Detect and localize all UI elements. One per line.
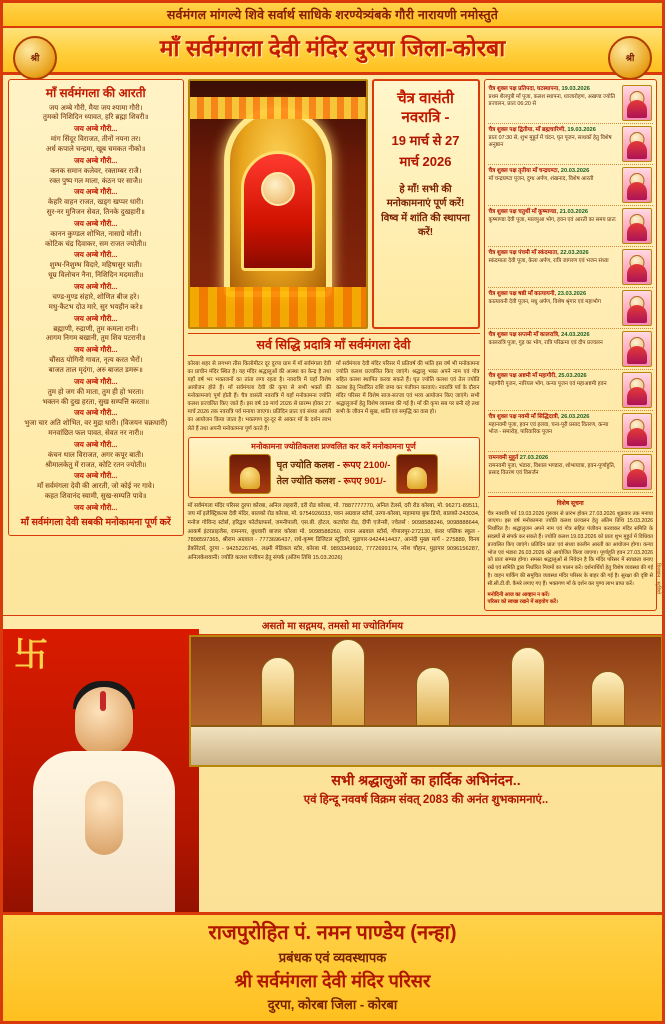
siddhi-band: सर्व सिद्धि प्रदात्रि माँ सर्वमंगला देवी (188, 333, 480, 356)
footer-note-1: मनोदिनी आज का आव्हान न करें। (487, 591, 550, 598)
panchang-day-desc: रामनवमी पूजा, भंडारा, विशाल भण्डारा, शोभायात्रा, हवन-पूर्णाहुति, प्रसाद वितरण एवं विसर्जन (488, 462, 616, 477)
temple-logo-left-icon: श्री (13, 36, 57, 80)
temple-spire-4 (511, 647, 545, 731)
panchang-day-text (489, 208, 619, 244)
deity-thumbnail-icon (622, 167, 652, 203)
description-paragraph-2: माँ सर्वमंगला देवी मंदिर परिसर में प्रतिवर्ष की भांति इस वर्ष भी मनोकामना ज्योति कलश प्रज्वलित किए जाएंगे। श्रद्धालु भक्त अपने नाम एवं गोत्र सहित कलश स्थापित करवा सकते हैं। घृत ज्योति कलश एवं तेल ज्योति कलश हेतु निर्धारित राशि जमा कर पंजीयन करवाएं। नवरात्रि पर्व के दौरान मंदिर परिसर में विशेष साज-सज्जा एवं भव्य आयोजन किए जाएंगे। सभी श्रद्धालुजनों हेतु विशेष व्यवस्था की गई है। माँ की कृपा सब पर बनी रहे तथा सभी के जीवन में सुख, शांति एवं समृद्धि का वास हो। (336, 360, 480, 416)
kalash-offer-box (188, 437, 480, 498)
panchang-day-row (488, 165, 653, 206)
aarti-line: ब्रह्माणी, रुद्राणी, तुम कमला रानी। (53, 324, 139, 333)
aarti-refrain: जय अम्बे गौरी... (74, 345, 118, 355)
aarti-line: कोटिक चंद्र दिवाकर, सम राजत ज्योती॥ (45, 239, 147, 248)
kalash-price-ghrit: रूपए 2100/- (342, 459, 391, 471)
kalash-lamp-icon-left (229, 454, 271, 494)
aarti-line: अर्ध कपाले चन्द्रमा, खूब चमकत नीको॥ (45, 145, 146, 154)
deity-idol-figure (241, 151, 315, 271)
panchang-day-row (488, 247, 653, 288)
panchang-day-row (488, 411, 653, 452)
panchang-day-row (488, 124, 653, 165)
design-credit: डिजाइन : स्टूडियो (655, 563, 661, 595)
deity-thumbnail-icon (622, 85, 652, 121)
special-note-block (488, 496, 653, 608)
panchang-day-desc: कालरात्रि पूजा, गुड़ का भोग, रात्रि परिक्रमा एवं दीप प्रज्वलन (488, 339, 603, 346)
aarti-refrain: जय अम्बे गौरी... (74, 155, 118, 165)
aarti-refrain: जय अम्बे गौरी... (74, 313, 118, 323)
panchang-day-text (489, 126, 619, 162)
body-area (3, 75, 662, 612)
panchang-day-title: चैत्र शुक्ल पक्ष षष्ठी माँ कात्यायनी, (488, 290, 558, 297)
panchang-day-text (489, 249, 619, 285)
aarti-refrain: जय अम्बे गौरी... (74, 250, 118, 260)
panchang-day-title: चैत्र शुक्ल पक्ष अष्टमी माँ महागौरी, (488, 372, 559, 379)
kalash-heading: मनोकामना ज्योतिकलश प्रज्वलित कर करें मनोकामना पूर्ण (251, 441, 416, 451)
deity-thumbnail-icon (622, 331, 652, 367)
aarti-line: जय अम्बे गौरी, मैया जय श्यामा गौरी। (49, 103, 143, 112)
kalash-price-list: घृत ज्योति कलश - रूपए 2100/- तेल ज्योति कलश - रूपए 901/- (276, 459, 391, 487)
aarti-line: कंचन थाल विराजत, अगर कपूर बाती। (47, 450, 144, 459)
aarti-refrain: जय अम्बे गौरी... (74, 408, 118, 418)
panchang-day-text (489, 372, 619, 408)
kalash-label-ghrit: घृत ज्योति कलश (276, 459, 335, 471)
panchang-day-date: 25.03.2026 (558, 372, 587, 379)
panchang-day-row (488, 288, 653, 329)
special-note-text: चैत्र नवरात्रि पर्व 19.03.2026 गुरुवार से प्रारंभ होकर 27.03.2026 शुक्रवार तक मनाया जाएगा। इस वर्ष मनोकामना ज्योति कलश प्रज्वलन हेतु अंतिम तिथि 15.03.2026 निर्धारित है। श्रद्धालुजन अपने नाम एवं गोत्र सहित पंजीयन करवाकर मंदिर समिति के सदस्यों से संपर्क कर सकते हैं। ज्योति कलश 19.03.2026 को प्रातः शुभ मुहूर्त में विधिवत प्रज्वलित किए जाएंगे। प्रतिदिन प्रातः एवं संध्या कालीन आरती का आयोजन होगा। कन्या भोज एवं भंडारा 26.03.2026 को आयोजित किया जाएगा। पूर्णाहुति हवन 27.03.2026 को प्रातः सम्पन्न होगा। समस्त श्रद्धालुओं से निवेदन है कि मंदिर परिसर में स्वच्छता बनाए रखें एवं समिति द्वारा निर्धारित नियमों का पालन करें। दर्शनार्थियों हेतु विशेष व्यवस्था की गई है। वाहन पार्किंग की समुचित व्यवस्था मंदिर परिसर के बाहर की गई है। सुरक्षा की दृष्टि से सी.सी.टी.वी. कैमरे लगाए गए हैं। भक्तगण माँ के दर्शन कर पुण्य लाभ प्राप्त करें। (487, 510, 653, 587)
footer-address: दुरपा, कोरबा जिला - कोरबा (267, 997, 398, 1012)
panchang-day-date: 22.03.2026 (560, 249, 589, 256)
aarti-line: बाजत ताल मृदंगा, अरु बाजत डमरू॥ (48, 365, 143, 374)
aarti-line: कहत शिवानंद स्वामी, सुख-सम्पति पावे॥ (44, 492, 147, 501)
panchang-day-date: 21.03.2026 (559, 208, 589, 215)
footer-designation: प्रबंधक एवं व्यवस्थापक (278, 950, 387, 965)
aarti-line: सुर-नर मुनिजन सेवत, तिनके दुखहारी॥ (46, 208, 145, 217)
aarti-refrain: जय अम्बे गौरी... (74, 376, 118, 386)
panchang-day-title: चैत्र शुक्ल पक्ष सप्तमी माँ कालरात्रि, (488, 331, 562, 338)
mantra-band: असतो मा सद्गमय, तमसो मा ज्योतिर्गमय (3, 615, 662, 635)
panchang-day-row (488, 370, 653, 411)
aarti-line: शुम्भ-निशुम्भ विदारे, महिषासुर घाती। (49, 261, 142, 270)
aarti-refrain: जय अम्बे गौरी... (74, 471, 118, 481)
panchang-day-title: रामनवमी मुहूर्त (488, 454, 520, 461)
panchang-day-date: 23.03.2026 (557, 290, 587, 297)
temple-spire-1 (261, 657, 295, 731)
aarti-line: चण्ड-मुण्ड संहारे, शोणित बीज हरे। (52, 293, 140, 302)
navratri-dates-line2: मार्च 2026 (399, 154, 452, 170)
navratri-line2: नवरात्रि - (401, 109, 450, 127)
panchang-day-list (488, 83, 653, 493)
aarti-refrain: जय अम्बे गौरी... (74, 282, 118, 292)
footer-organization: श्री सर्वमंगला देवी मंदिर परिसर (234, 971, 431, 991)
temple-spire-3 (416, 667, 450, 731)
temple-spire-5 (591, 671, 625, 731)
temple-logo-right-icon: श्री (608, 36, 652, 80)
aarti-panel (8, 79, 184, 536)
aarti-line: मनवांछित फल पावत, सेवत नर नारी॥ (48, 429, 144, 438)
panchang-day-date: 27.03.2026 (519, 454, 549, 461)
footer-note-2: परिसर को स्वच्छ रखने में सहयोग करें। (487, 599, 558, 606)
deity-thumbnail-icon (622, 413, 652, 449)
navratri-info-box (372, 79, 480, 329)
aarti-line: मधु-कैटभ दोउ मारे, सुर भयहीन करे॥ (48, 302, 143, 311)
footer-person-name: राजपुरोहित पं. नमन पाण्डेय (नन्हा) (208, 922, 457, 944)
aarti-refrain: जय अम्बे गौरी... (74, 502, 118, 512)
kalash-label-tel: तेल ज्योति कलश (276, 475, 336, 487)
panchang-day-desc: कूष्माण्डा देवी पूजा, मालपुआ भोग, हवन एवं आरती का समय प्रातः (488, 216, 616, 223)
panchang-day-text (489, 167, 619, 203)
deity-thumbnail-icon (622, 290, 652, 326)
panchang-day-title: चैत्र शुक्ल पक्ष नवमी माँ सिद्धिदात्री, (488, 413, 561, 420)
panchang-day-date: 19.03.2026 (567, 126, 596, 133)
namaste-hands-icon (85, 781, 123, 855)
aarti-line: आगम निगम बखानी, तुम शिव पटरानी॥ (45, 334, 146, 343)
panchang-day-text (489, 413, 619, 449)
greeting-line-1: सभी श्रद्धालुओं का हार्दिक अभिनंदन.. (331, 772, 521, 789)
panchang-day-desc: स्कंदमाता देवी पूजा, केला अर्पण, रात्रि जागरण एवं भजन संध्या (488, 257, 609, 264)
panchang-day-row (488, 83, 653, 124)
panchang-day-row (488, 452, 653, 493)
panchang-day-date: 24.03.2026 (561, 331, 590, 338)
temple-building-photo (189, 635, 663, 767)
deity-photo (188, 79, 368, 329)
navratri-dates-line1: 19 मार्च से 27 (391, 132, 460, 148)
panchang-day-text (489, 290, 619, 326)
center-column (188, 79, 480, 563)
deity-thumbnail-icon (622, 208, 652, 244)
shloka-text: सर्वमंगल मांगल्ये शिवे सर्वार्थ साधिके शरण्येत्र्यंबके गौरी नारायणी नमोस्तुते (166, 8, 499, 22)
panchang-day-row (488, 206, 653, 247)
flower-bed-decor (190, 287, 366, 327)
tilak-icon (100, 691, 106, 711)
panchang-day-title: चैत्र शुक्ल पक्ष तृतीया माँ चन्द्रघण्टा, (488, 167, 561, 174)
panchang-day-text (489, 331, 619, 367)
top-shloka-strip (3, 3, 662, 28)
deity-thumbnail-icon (622, 126, 652, 162)
aarti-line: तुमको निशिदिन ध्यावत, हरि ब्रह्मा शिवरी॥ (42, 113, 149, 122)
panchang-day-date: 19.03.2026 (561, 85, 590, 92)
aarti-line: रक्त पुष्प गल माला, कंठन पर साजै॥ (49, 176, 143, 185)
kalash-lamp-icon-right (396, 454, 438, 494)
contact-list: माँ सर्वमंगला मंदिर परिसर दुरपा कोरबा, अनिल लहरारी, दरी रोड कोरबा, मो. 7887777770, अनिल टेलर्स, दरी रोड कोरबा, मो. 96271-89511, जय माँ इलेक्ट्रिकल्स देवी मंदिर, बालको रोड कोरबा, मो. 9754926033, पवन अग्रवाल स्टोर्स, उरगा-कोरबा, महामाया बुक डिपो, बालको-243034, मनोज गोविन्द स्टोर्स, हरिद्वार फोटोग्राफर्स, जमनीपाली, एस.बी. होटल, कटघोरा रोड, दीपी एजेन्सी, ज्वेलर्स : 9098588246, 9098888644, आकर्ष इंटरप्राइजेस, रामनगर, बुधवारी बाजार कोरबा मो. 9098588260, राजन अग्रवाल स्टोर्स, गोपालपुर-272130, कंवर पब्लिक स्कूल - 7898597365, श्रीराम अग्रवाल - 7773696437, राधे-कृष्ण डिजिटल स्टूडियो, मुड़ापार-9424414437, आनंदी मुख्य मार्ग - 275889, विनय डेकोरेटर्स, दुरपा - 9425226745, लक्ष्मी मेडिकल स्टोर, कोरबा मो. 9893349692, 7772699174, नरेश चौहान, मुड़ापार 9096156287, अनिलकेशवानी। ज्योति कलश पंजीयन हेतु संपर्क (अंतिम तिथि 15.03.2026) (187, 502, 480, 561)
panchang-day-desc: महानवमी पूजा, हवन एवं हलवा, चना-पूरी प्रसाद वितरण, कन्या भोज - समारोह, पारिवारिक पूजन (488, 421, 609, 436)
panchang-day-title: चैत्र शुक्ल पक्ष द्वितीया, माँ ब्रह्मचारिणी, (488, 126, 568, 133)
aarti-line: तुम हो जग की माता, तुम ही हो भरता। (47, 387, 144, 396)
deity-face (261, 172, 295, 206)
aarti-line: चौंसठ योगिनी गावत, नृत्य करत भैरों। (49, 356, 143, 365)
panchang-day-desc: महागौरी पूजन, नारियल भोग, कन्या पूजन एवं महाअष्टमी हवन (488, 380, 607, 387)
swastik-icon: 卐 (14, 636, 48, 675)
panchang-day-text (489, 85, 619, 121)
description-paragraphs (188, 360, 480, 433)
temple-platform (191, 725, 661, 765)
aarti-line: भुजा चार अति शोभित, वर मुद्रा धारी। (विजयन चक्रधारी) (24, 419, 168, 428)
aarti-line: कानन कुण्डल शोभित, नासाग्रे मोती। (50, 229, 142, 238)
navratri-message: हे माँ! सभी की मनोकामनाएं पूर्ण करें! विष्व में शांति की स्थापना करें! (381, 183, 470, 239)
panchang-panel (484, 79, 657, 612)
aarti-refrain: जय अम्बे गौरी... (74, 124, 118, 134)
kalash-price-tel: रूपए 901/- (343, 475, 386, 487)
panchang-day-date: 26.03.2026 (560, 413, 590, 420)
deity-thumbnail-icon (622, 454, 652, 490)
footer (3, 912, 662, 1021)
aarti-lines (14, 104, 178, 513)
deity-thumbnail-icon (622, 249, 652, 285)
aarti-refrain: जय अम्बे गौरी... (74, 218, 118, 228)
panchang-day-desc: माँ चन्द्रघण्टा पूजन, दुग्ध अर्पण, शंखनाद, विशेष आरती (488, 175, 594, 182)
navratri-line1: चैत्र वासंती (397, 89, 454, 107)
aarti-line: मांग सिंदूर विराजत, तीनों नयना तर। (50, 135, 141, 144)
panchang-day-text (489, 454, 619, 490)
panchang-day-date: 20.03.2026 (560, 167, 590, 174)
panchang-day-row (488, 329, 653, 370)
page-title: माँ सर्वमंगला देवी मंदिर दुरपा जिला-कोरबा (159, 35, 506, 62)
aarti-title: माँ सर्वमंगला की आरती (45, 85, 146, 100)
temple-spire-2 (331, 639, 365, 731)
aarti-line: धूम्र विलोचन नैना, निशिदिन मदमाती॥ (48, 271, 144, 280)
title-band (3, 28, 662, 74)
garland-decor (190, 97, 366, 119)
panchang-day-desc: प्रातः 07:30 से, शुभ मुहूर्त में चंदन, घृत पूजन, साधकों हेतु विशेष अनुष्ठान (488, 134, 612, 149)
aarti-refrain: जय अम्बे गौरी... (74, 187, 118, 197)
greeting-band (189, 771, 663, 807)
aarti-line: कनक समान कलेवर, रक्ताम्बर राजै। (50, 166, 142, 175)
aarti-line: श्रीमालकेतु में राजत, कोटि रतन ज्योती॥ (45, 460, 147, 469)
special-note-heading: विशेष सूचना (556, 500, 584, 507)
aarti-line: केहरि वाहन राजत, खड्ग खप्पर धारी। (48, 198, 144, 207)
aarti-refrain: जय अम्बे गौरी... (74, 439, 118, 449)
greeting-line-2: एवं हिन्दू नववर्ष विक्रम संवत् 2083 की अनंत शुभकामनाएं.. (303, 794, 549, 807)
aarti-line: माँ सर्वमंगला देवी की आरती, जो कोई नर गावे। (37, 482, 155, 491)
aarti-line: भक्तन की दुख हरता, सुख सम्पत्ति करता॥ (42, 397, 150, 406)
panchang-day-desc: कात्यायनी देवी पूजन, मधु अर्पण, विशेष श्रृंगार एवं महाभोग (488, 298, 601, 305)
panchang-day-title: चैत्र शुक्ल पक्ष चतुर्थी माँ कूष्माण्डा, (488, 208, 560, 215)
aarti-footer-text: माँ सर्वमंगला देवी सबकी मनोकामना पूर्ण करें (20, 516, 171, 528)
panchang-day-title: चैत्र शुक्ल पक्ष प्रतिपदा, घटस्थापना, (488, 85, 562, 92)
panchang-day-desc: प्रथम शैलपुत्री माँ पूजा, कलश स्थापना, ध्वजारोहण, अखण्ड ज्योति प्रज्वलन, प्रातः 06:20 से (488, 93, 616, 108)
deity-thumbnail-icon (622, 372, 652, 408)
description-paragraph-1: कोरबा शहर से लगभग तीस किलोमीटर दूर दुरपा ग्राम में माँ सर्वमंगला देवी का प्राचीन मंदिर स्थित है। यह मंदिर श्रद्धालुओं की आस्था का केन्द्र है तथा यहाँ वर्ष भर भक्तजनों का तांता लगा रहता है। नवरात्रि में यहाँ विशेष आयोजन होते हैं। माँ सर्वमंगला देवी की कृपा से सभी भक्तों की मनोकामनाएं पूर्ण होती हैं। चैत्र वासंती नवरात्रि में यहाँ मनोकामना ज्योति कलश प्रज्वलित किए जाते हैं। इस वर्ष 19 मार्च 2026 से प्रारम्भ होकर 27 मार्च 2026 तक नवरात्रि पर्व मनाया जाएगा। प्रतिदिन प्रातः एवं संध्या आरती का आयोजन किया जाता है। भक्तगण दूर-दूर से आकर माँ के दर्शन लाभ लेते हैं तथा अपनी मनोकामना पूर्ण करते हैं। (187, 360, 332, 432)
panchang-day-title: चैत्र शुक्ल पक्ष पंचमी माँ स्कंदमाता, (488, 249, 561, 256)
